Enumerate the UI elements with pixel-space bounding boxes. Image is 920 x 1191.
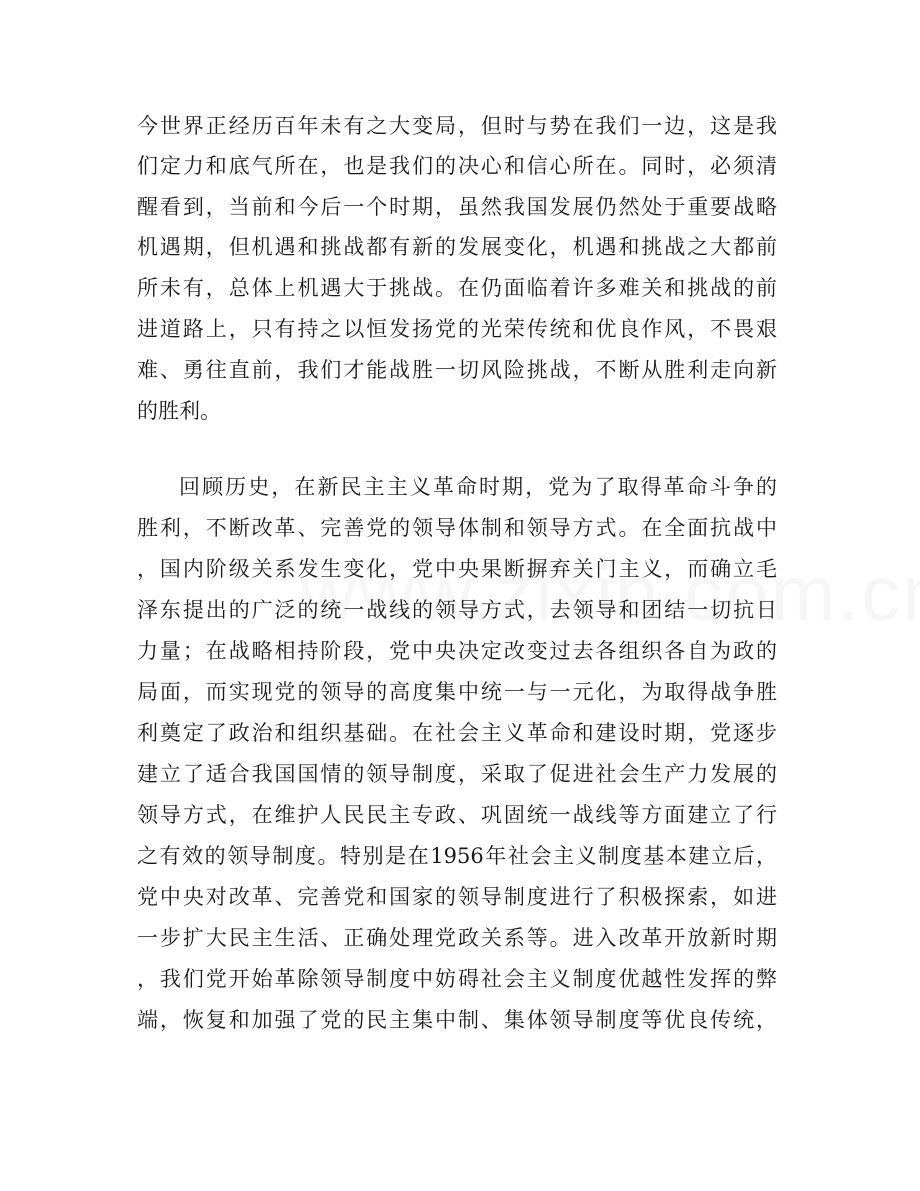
text-line: 胜利，不断改革、完善党的领导体制和领导方式。在全面抗战中 [137,516,777,540]
text-line: 领导方式，在维护人民民主专政、巩固统一战线等方面建立了行 [137,803,777,827]
text-line: ，国内阶级关系发生变化，党中央果断摒弃关门主义，而确立毛 [137,557,777,581]
text-line: 局面，而实现党的领导的高度集中统一与一元化，为取得战争胜 [137,680,777,704]
text-line: 所未有，总体上机遇大于挑战。在仍面临着许多难关和挑战的前 [137,276,777,300]
text-line: 党中央对改革、完善党和国家的领导制度进行了积极探索，如进 [137,885,777,909]
text-line: 端，恢复和加强了党的民主集中制、集体领导制度等优良传统， [137,1008,777,1032]
text-line: 利奠定了政治和组织基础。在社会主义革命和建设时期，党逐步 [137,721,777,745]
text-line: 之有效的领导制度。特别是在1956年社会主义制度基本建立后， [137,844,777,868]
text-line: 醒看到，当前和今后一个时期，虽然我国发展仍然处于重要战略 [137,195,777,219]
text-line: 机遇期，但机遇和挑战都有新的发展变化，机遇和挑战之大都前 [137,235,777,259]
text-line: 难、勇往直前，我们才能战胜一切风险挑战，不断从胜利走向新 [137,358,777,382]
text-line: 们定力和底气所在，也是我们的决心和信心所在。同时，必须清 [137,154,777,178]
text-line: 泽东提出的广泛的统一战线的领导方式，去领导和团结一切抗日 [137,598,777,622]
text-line: ，我们党开始革除领导制度中妨碍社会主义制度优越性发挥的弊 [137,967,777,991]
text-line: 回顾历史，在新民主主义革命时期，党为了取得革命斗争的 [179,475,777,499]
text-line: 今世界正经历百年未有之大变局，但时与势在我们一边，这是我 [137,114,777,138]
text-line: 建立了适合我国国情的领导制度，采取了促进社会生产力发展的 [137,762,777,786]
text-line: 的胜利。 [137,399,221,423]
text-line: 力量；在战略相持阶段，党中央决定改变过去各组织各自为政的 [137,639,777,663]
text-line: 一步扩大民主生活、正确处理党政关系等。进入改革开放新时期 [137,926,777,950]
text-line: 进道路上，只有持之以恒发扬党的光荣传统和优良作风，不畏艰 [137,317,777,341]
